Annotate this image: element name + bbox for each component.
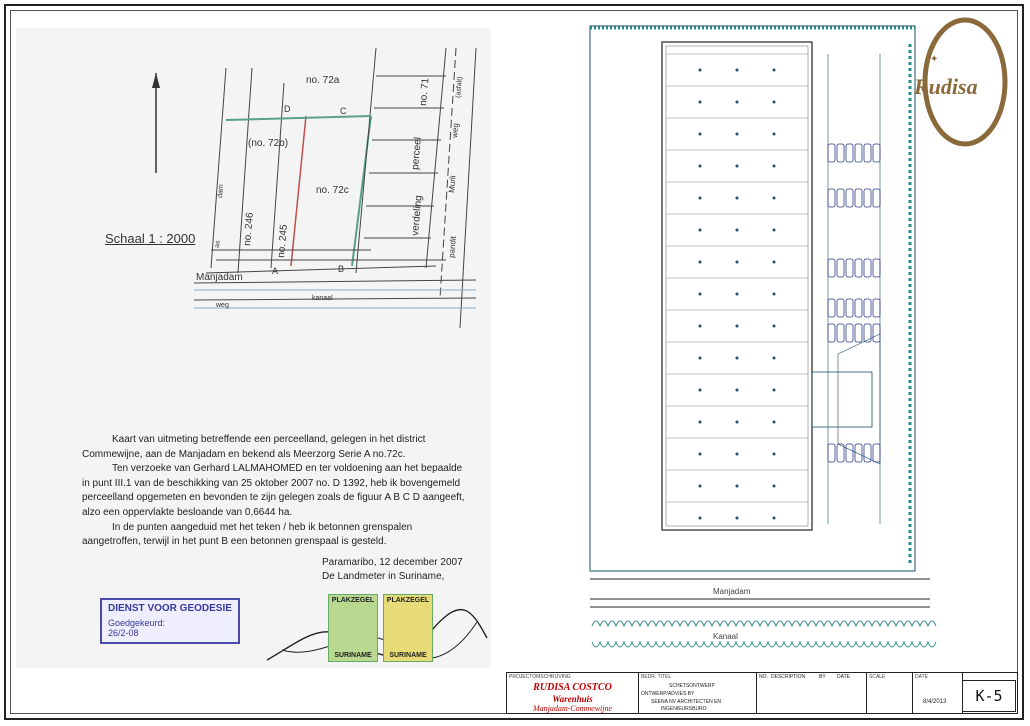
column-marker [699, 261, 702, 264]
label-murli: Murli [447, 175, 458, 194]
parking-car [864, 259, 871, 277]
column-marker [699, 101, 702, 104]
parking-car [873, 299, 880, 317]
zegel-1-bottom: SURINAME [334, 652, 372, 659]
parking-car [846, 299, 853, 317]
column-marker [699, 485, 702, 488]
design-caption: ONTWERP/ADVIES BY [641, 691, 695, 697]
title-caption: BEDR. TITEL [641, 674, 672, 680]
survey-description [82, 433, 502, 550]
logo-text: Rudisa [914, 74, 978, 99]
column-marker [773, 389, 776, 392]
column-marker [699, 453, 702, 456]
column-marker [699, 229, 702, 232]
column-marker [736, 101, 739, 104]
scale-cell [867, 673, 913, 713]
para-line-7: In de punten aangeduid met het teken / heb ik betonnen grenspalen [112, 521, 413, 533]
column-marker [773, 485, 776, 488]
label-dam: dam [217, 183, 226, 199]
column-marker [773, 101, 776, 104]
parking-car [873, 144, 880, 162]
parking-car [846, 324, 853, 342]
label-72b: (no. 72b) [248, 138, 289, 149]
para-line-1: Kaart van uitmeting betreffende een perceelland, gelegen in het district [112, 434, 426, 445]
label-246: no. 246 [242, 212, 256, 247]
column-marker [736, 453, 739, 456]
column-marker [773, 229, 776, 232]
design-value-1: SEENA NV ARCHITECTEN EN [651, 699, 722, 705]
parking-car [837, 144, 844, 162]
parking-car [828, 444, 835, 462]
column-marker [699, 133, 702, 136]
point-c: C [340, 106, 347, 116]
label-245: no. 245 [276, 224, 290, 259]
parking-car [837, 299, 844, 317]
parking-car [855, 444, 862, 462]
label-asfalt: (asfalt) [455, 76, 464, 99]
surveyor-title: De Landmeter in Suriname, [322, 571, 445, 582]
parking-car [837, 444, 844, 462]
column-marker [773, 325, 776, 328]
column-marker [699, 293, 702, 296]
column-marker [699, 389, 702, 392]
parking-car [846, 189, 853, 207]
design-value-2: INGENIEURSBURO [661, 706, 707, 712]
column-marker [736, 165, 739, 168]
zegel-2-bottom: SURINAME [389, 652, 427, 659]
parking-car [873, 259, 880, 277]
column-marker [736, 229, 739, 232]
label-manjadam-map: Manjadam [196, 272, 243, 283]
column-marker [773, 293, 776, 296]
parking-car [846, 144, 853, 162]
stamp-line-1: Goedgekeurd: [108, 618, 166, 628]
para-line-6: alzo een oppervlakte besloande van 0,6644 ha. [82, 506, 293, 518]
geodesie-stamp [100, 598, 240, 644]
rudisa-logo [910, 12, 1010, 152]
column-marker [773, 165, 776, 168]
point-d: D [284, 104, 291, 114]
para-line-8: aangetroffen, terwijl in het punt B een betonnen grenspaal is gesteld. [82, 536, 387, 548]
parking-car [828, 189, 835, 207]
column-marker [736, 389, 739, 392]
column-marker [773, 69, 776, 72]
point-b: B [338, 264, 345, 274]
project-caption: PROJECTOMSCHRIJVING [509, 674, 571, 680]
parking-car [846, 444, 853, 462]
place-date-block [322, 556, 463, 584]
column-marker [773, 133, 776, 136]
label-verdeling: verdeling [410, 194, 425, 237]
place-date: Paramaribo, 12 december 2007 [322, 557, 463, 568]
column-marker [736, 133, 739, 136]
sheet-code: K-5 [962, 680, 1016, 712]
plakzegel-1 [328, 594, 378, 662]
parking-car [864, 324, 871, 342]
parking-car [873, 189, 880, 207]
project-cell [507, 673, 639, 713]
zegel-2-top: PLAKZEGEL [386, 597, 430, 604]
para-line-2: Commewijne, aan de Manjadam en bekend als Meerzorg Serie A no.72c. [82, 448, 406, 460]
column-marker [699, 69, 702, 72]
parking-car [855, 189, 862, 207]
column-marker [699, 197, 702, 200]
column-marker [699, 165, 702, 168]
scale-caption: SCALE [869, 674, 886, 680]
parking-car [828, 299, 835, 317]
parking-car [828, 259, 835, 277]
column-marker [736, 293, 739, 296]
column-marker [773, 357, 776, 360]
building-grid [666, 54, 808, 520]
parking-car [864, 144, 871, 162]
stamp-line-2: 26/2-08 [108, 628, 139, 638]
stamp-title: DIENST VOOR GEODESIE [108, 603, 232, 614]
parking-car [855, 144, 862, 162]
label-kanaal-map: kanaal [312, 295, 333, 302]
column-marker [773, 517, 776, 520]
project-name: RUDISA COSTCO [533, 682, 612, 693]
label-72c: no. 72c [316, 185, 349, 196]
para-line-5: perceelland opgemeten en bevonden te zijn gelegen zoals de figuur A B C D aangeeft, [82, 492, 465, 504]
column-marker [773, 421, 776, 424]
date-value: 8/4/2013 [923, 699, 947, 705]
label-71: no. 71 [418, 77, 432, 107]
column-marker [699, 517, 702, 520]
column-marker [773, 453, 776, 456]
parking-car [828, 324, 835, 342]
label-72a: no. 72a [306, 75, 340, 86]
column-marker [699, 325, 702, 328]
column-marker [736, 517, 739, 520]
rev-col-desc: DESCRIPTION [771, 674, 806, 680]
parking-car [855, 324, 862, 342]
label-as: as [214, 240, 222, 249]
para-line-3: Ten verzoeke van Gerhard LALMAHOMED en ter voldoening aan het bepaalde [112, 463, 463, 475]
parking-car [837, 189, 844, 207]
date-cell [913, 673, 963, 713]
star-icon: ✦ [930, 54, 939, 65]
parking-car [873, 324, 880, 342]
revisions-cell [757, 673, 867, 713]
column-marker [736, 261, 739, 264]
column-marker [736, 421, 739, 424]
rev-col-no: NO. [759, 674, 768, 680]
parking-car [837, 259, 844, 277]
column-marker [736, 485, 739, 488]
label-weg-asfalt: weg [450, 122, 461, 139]
parking-car [855, 299, 862, 317]
label-perceel: perceel [410, 136, 424, 171]
title-block [506, 672, 1018, 714]
title-cell [639, 673, 757, 713]
canal-label: Kanaal [713, 632, 738, 641]
rev-col-by: BY [819, 674, 826, 680]
para-line-4: in punt III.1 van de beschikking van 25 oktober 2007 no. D 1392, heb ik bovengemeld [82, 477, 461, 489]
label-pandit: pandit [447, 235, 458, 259]
plakzegel-2 [383, 594, 433, 662]
project-sub: Warenhuis [552, 694, 593, 704]
parking-car [855, 259, 862, 277]
column-marker [699, 357, 702, 360]
label-weg-map: weg [216, 302, 229, 309]
column-marker [736, 357, 739, 360]
column-marker [736, 197, 739, 200]
parking-car [864, 189, 871, 207]
column-marker [736, 69, 739, 72]
column-marker [699, 421, 702, 424]
column-marker [773, 197, 776, 200]
column-marker [773, 261, 776, 264]
rev-col-date: DATE [837, 674, 850, 680]
title-value: SCHETSONTWERP [669, 683, 715, 689]
parking-car [873, 444, 880, 462]
parking-car [837, 324, 844, 342]
point-a: A [272, 266, 279, 276]
survey-map [16, 28, 491, 328]
map-scale: Schaal 1 : 2000 [105, 231, 196, 246]
date-caption: DATE [915, 674, 928, 680]
parking-car [846, 259, 853, 277]
column-marker [736, 325, 739, 328]
parking-car [864, 299, 871, 317]
project-location: Manjadam-Commewijne [532, 704, 613, 713]
road-label: Manjadam [713, 587, 751, 596]
parking-car [828, 144, 835, 162]
zegel-1-top: PLAKZEGEL [331, 597, 375, 604]
